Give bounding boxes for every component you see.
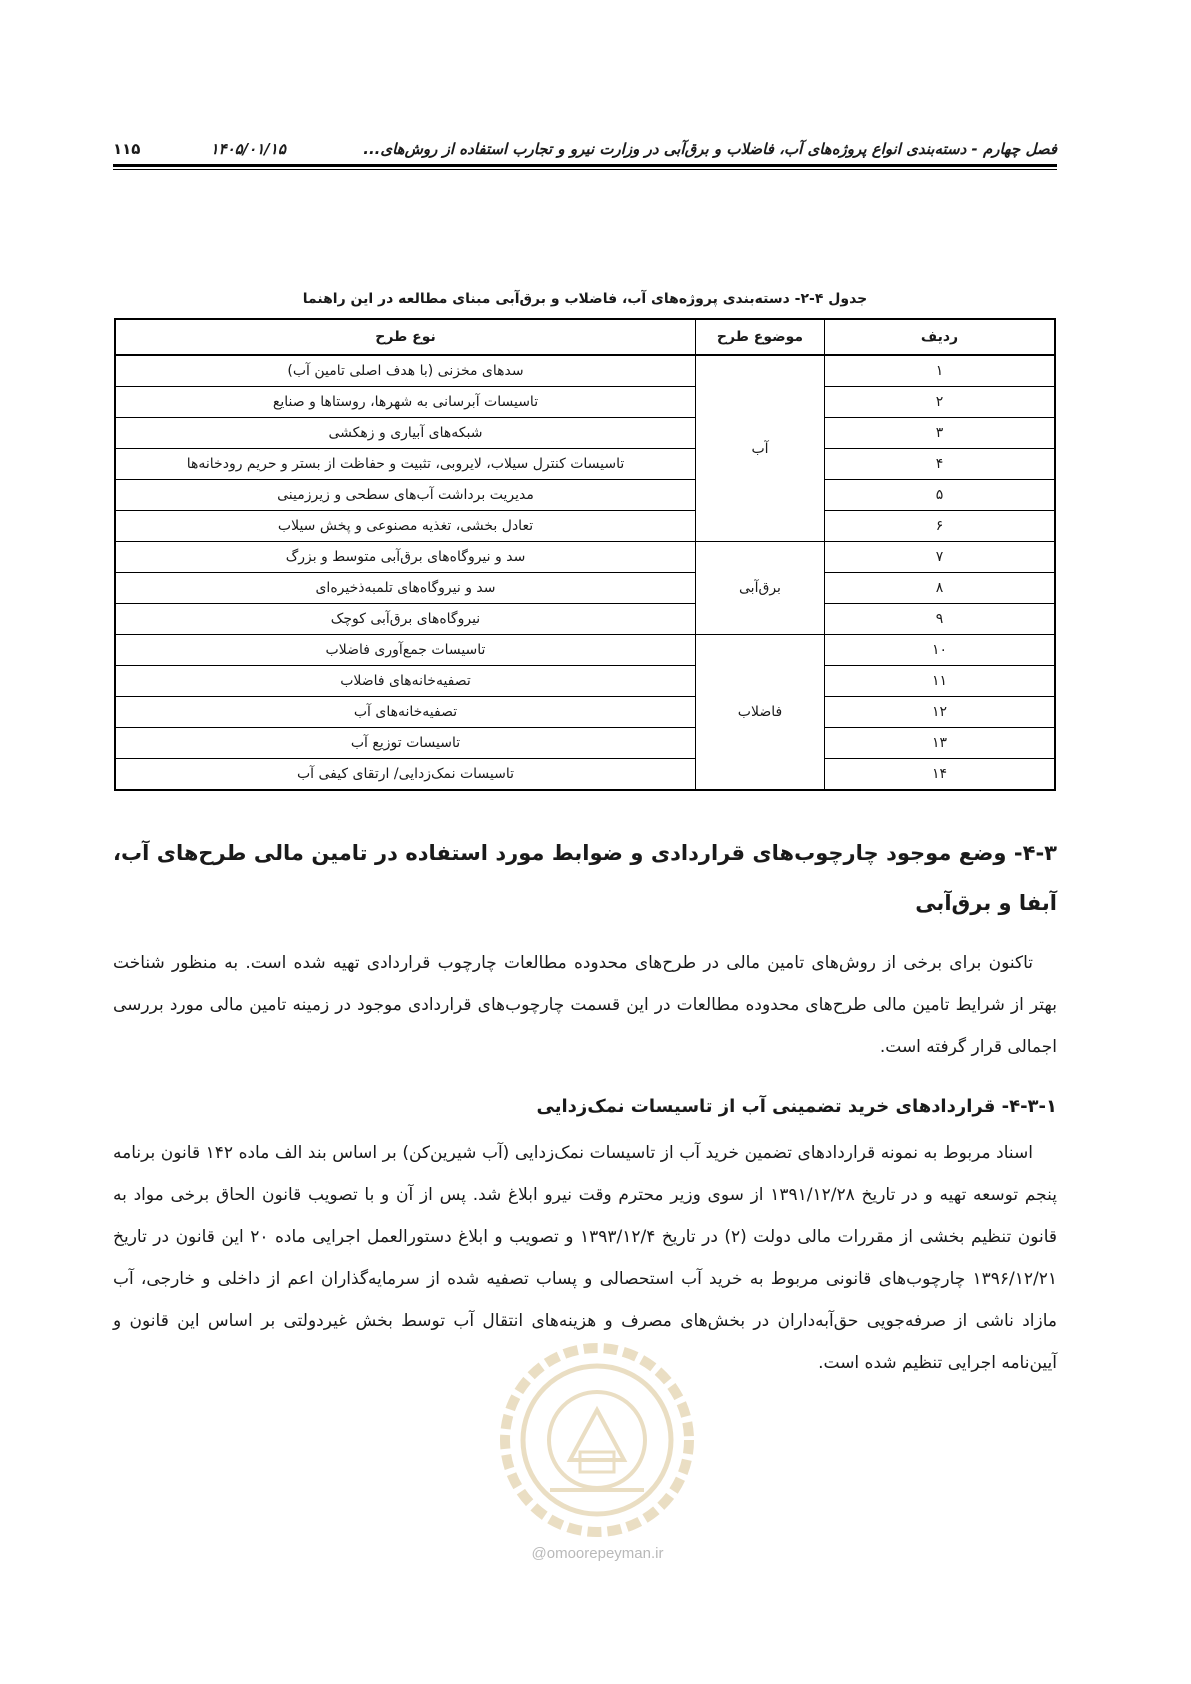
section-paragraph xyxy=(113,942,1057,1068)
row-number: ۸ xyxy=(825,573,1056,604)
row-type: تاسیسات نمک‌زدایی/ ارتقای کیفی آب xyxy=(115,759,696,791)
row-type: تاسیسات کنترل سیلاب، لایروبی، تثبیت و حفاظت از بستر و حریم رودخانه‌ها xyxy=(115,449,696,480)
table-row xyxy=(115,387,1055,418)
row-type: سد و نیروگاه‌های تلمبه‌ذخیره‌ای xyxy=(115,573,696,604)
row-number: ۹ xyxy=(825,604,1056,635)
project-table xyxy=(114,318,1056,791)
header-row-number: ردیف xyxy=(825,319,1056,355)
seal-icon xyxy=(490,1340,705,1540)
row-number: ۶ xyxy=(825,511,1056,542)
row-subject: آب xyxy=(696,355,825,542)
header-subject: موضوع طرح xyxy=(696,319,825,355)
table-row xyxy=(115,573,1055,604)
row-subject: برق‌آبی xyxy=(696,542,825,635)
subsection-paragraph-text: اسناد مربوط به نمونه قراردادهای تضمین خرید آب از تاسیسات نمک‌زدایی (آب شیرین‌کن) بر اساس بند الف ماده ۱۴۲ قانون برنامه پنجم توسعه تهیه و در تاریخ ۱۳۹۱/۱۲/۲۸ از سوی وزیر محترم وقت نیرو ابلاغ شد. پس از آن و با تصویب قانون الحاق برخی مواد به قانون تنظیم بخشی از مقررات مالی دولت (۲) در تاریخ ۱۳۹۳/۱۲/۴ و تصویب و ابلاغ دستورالعمل اجرایی ماده ۲۰ این قانون در تاریخ ۱۳۹۶/۱۲/۲۱ چارچوب‌های قانونی مربوط به خرید آب استحصالی و پساب تصفیه شده از سرمایه‌گذاران اعم از داخلی و خارجی، آب مازاد ناشی از صرفه‌جویی حق‌آبه‌داران در بخش‌های مصرف و هزینه‌های انتقال آب توسط بخش غیردولتی بر اساس این قانون و آیین‌نامه اجرایی تنظیم شده است. xyxy=(113,1143,1058,1373)
row-number: ۱۱ xyxy=(825,666,1056,697)
row-type: سد و نیروگاه‌های برق‌آبی متوسط و بزرگ xyxy=(115,542,696,573)
row-type: تاسیسات آبرسانی به شهرها، روستاها و صنایع xyxy=(115,387,696,418)
row-number: ۴ xyxy=(825,449,1056,480)
row-type: تصفیه‌خانه‌های فاضلاب xyxy=(115,666,696,697)
table-row xyxy=(115,418,1055,449)
row-number: ۱ xyxy=(825,355,1056,387)
table-row xyxy=(115,604,1055,635)
table-row xyxy=(115,449,1055,480)
row-type: تعادل بخشی، تغذیه مصنوعی و پخش سیلاب xyxy=(115,511,696,542)
header-meta xyxy=(113,140,286,158)
header-type: نوع طرح xyxy=(115,319,696,355)
row-type: تاسیسات جمع‌آوری فاضلاب xyxy=(115,635,696,666)
page-header xyxy=(113,128,1057,158)
row-number: ۳ xyxy=(825,418,1056,449)
row-type: سدهای مخزنی (با هدف اصلی تامین آب) xyxy=(115,355,696,387)
table-row xyxy=(115,697,1055,728)
row-number: ۱۰ xyxy=(825,635,1056,666)
table-row xyxy=(115,480,1055,511)
header-date: ۱۴۰۵/۰۱/۱۵ xyxy=(210,140,286,158)
row-number: ۱۳ xyxy=(825,728,1056,759)
table-row xyxy=(115,759,1055,791)
table-row xyxy=(115,355,1055,387)
row-subject: فاضلاب xyxy=(696,635,825,791)
header-rule-thick xyxy=(113,164,1057,167)
table-row xyxy=(115,666,1055,697)
subsection-heading: ۴-۳-۱- قراردادهای خرید تضمینی آب از تاسیسات نمک‌زدایی xyxy=(536,1096,1057,1117)
row-type: تصفیه‌خانه‌های آب xyxy=(115,697,696,728)
row-number: ۱۴ xyxy=(825,759,1056,791)
row-number: ۵ xyxy=(825,480,1056,511)
table-row xyxy=(115,635,1055,666)
table-caption: جدول ۴-۲- دسته‌بندی پروژه‌های آب، فاضلاب و برق‌آبی مبنای مطالعه در این راهنما xyxy=(302,291,868,307)
table-row xyxy=(115,542,1055,573)
row-number: ۱۲ xyxy=(825,697,1056,728)
chapter-title: فصل چهارم - دسته‌بندی انواع پروژه‌های آب، فاضلاب و برق‌آبی در وزارت نیرو و تجارب استفاده از روش‌های... xyxy=(363,140,1057,158)
row-type: نیروگاه‌های برق‌آبی کوچک xyxy=(115,604,696,635)
row-number: ۷ xyxy=(825,542,1056,573)
section-heading: ۴-۳- وضع موجود چارچوب‌های قراردادی و ضوابط مورد استفاده در تامین مالی طرح‌های آب، آبفا و برق‌آبی xyxy=(113,841,1057,915)
watermark-text: @omoorepeyman.ir xyxy=(531,1545,664,1562)
table-body xyxy=(115,355,1055,790)
row-type: تاسیسات توزیع آب xyxy=(115,728,696,759)
section-paragraph-text: تاکنون برای برخی از روش‌های تامین مالی در طرح‌های محدوده مطالعات چارچوب قراردادی تهیه شده است. به منظور شناخت بهتر از شرایط تامین مالی طرح‌های محدوده مطالعات در این قسمت چارچوب‌های قراردادی موجود در زمینه تامین مالی مورد بررسی اجمالی قرار گرفته است. xyxy=(113,953,1057,1057)
page-number: ۱۱۵ xyxy=(113,140,141,158)
table-row xyxy=(115,728,1055,759)
row-type: شبکه‌های آبیاری و زهکشی xyxy=(115,418,696,449)
row-type: مدیریت برداشت آب‌های سطحی و زیرزمینی xyxy=(115,480,696,511)
row-number: ۲ xyxy=(825,387,1056,418)
table-header-row xyxy=(115,319,1055,355)
header-rule-thin xyxy=(113,169,1057,170)
table-row xyxy=(115,511,1055,542)
